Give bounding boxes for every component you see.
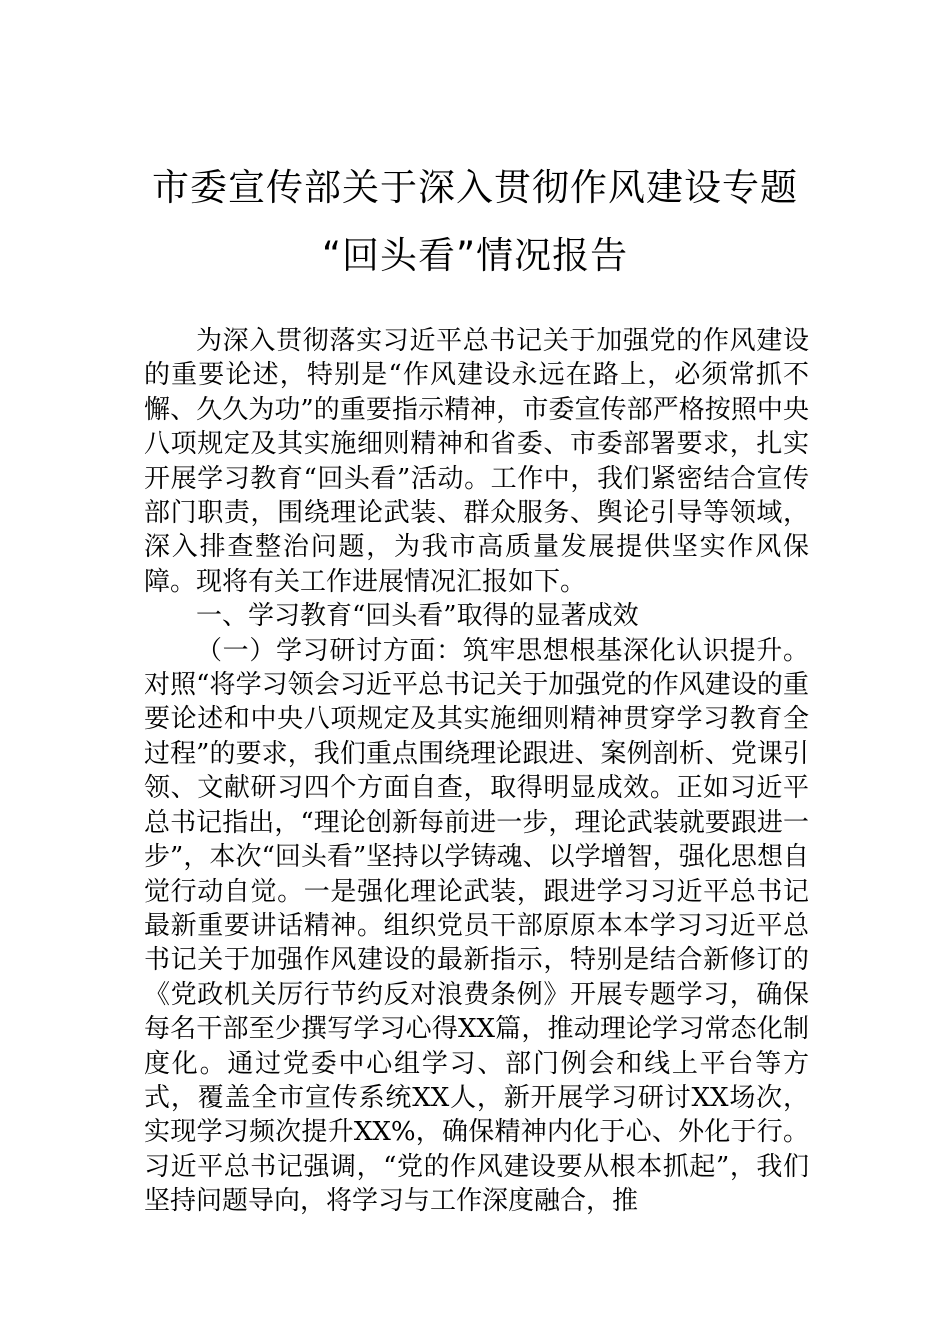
section-heading: 一、学习教育“回头看”取得的显著成效 bbox=[196, 601, 639, 632]
body-paragraph: （一）学习研讨方面：筑牢思想根基深化认识提升。对照“将学习领会习近平总书记关于加强党的作风建设的重要论述和中央八项规定及其实施细则精神贯穿学习教育全过程”的要求，我们重点围绕理论跟进、案例剖析、党课引领、文献研习四个方面自查，取得明显成效。正如习近平总书记指出，“理论创新每前进一步，理论武装就要跟进一步”，本次“回头看”坚持以学铸魂、以学增智，强化思想自觉行动自觉。一是强化理论武装，跟进学习习近平总书记最新重要讲话精神。组织党员干部原原本本学习习近平总书记关于加强作风建设的最新指示，特别是结合新修订的《党政机关厉行节约反对浪费条例》开展专题学习，确保每名干部至少撰写学习心得XX篇，推动理论学习常态化制度化。通过党委中心组学习、部门例会和线上平台等方式，覆盖全市宣传系统XX人，新开展学习研讨XX场次，实现学习频次提升XX%，确保精神内化于心、外化于行。习近平总书记强调，“党的作风建设要从根本抓起”，我们坚持问题导向，将学习与工作深度融合，推 bbox=[144, 635, 809, 1217]
intro-paragraph: 为深入贯彻落实习近平总书记关于加强党的作风建设的重要论述，特别是“作风建设永远在路上，必须常抓不懈、久久为功”的重要指示精神，市委宣传部严格按照中央八项规定及其实施细则精神和省委、市委部署要求，扎实开展学习教育“回头看”活动。工作中，我们紧密结合宣传部门职责，围绕理论武装、群众服务、舆论引导等领域，深入排查整治问题，为我市高质量发展提供坚实作风保障。现将有关工作进展情况汇报如下。 bbox=[144, 326, 809, 597]
document-title-line-1: 市委宣传部关于深入贯彻作风建设专题 bbox=[152, 166, 798, 209]
document-body bbox=[144, 324, 809, 1219]
document-title-line-2: “回头看”情况报告 bbox=[321, 234, 629, 277]
